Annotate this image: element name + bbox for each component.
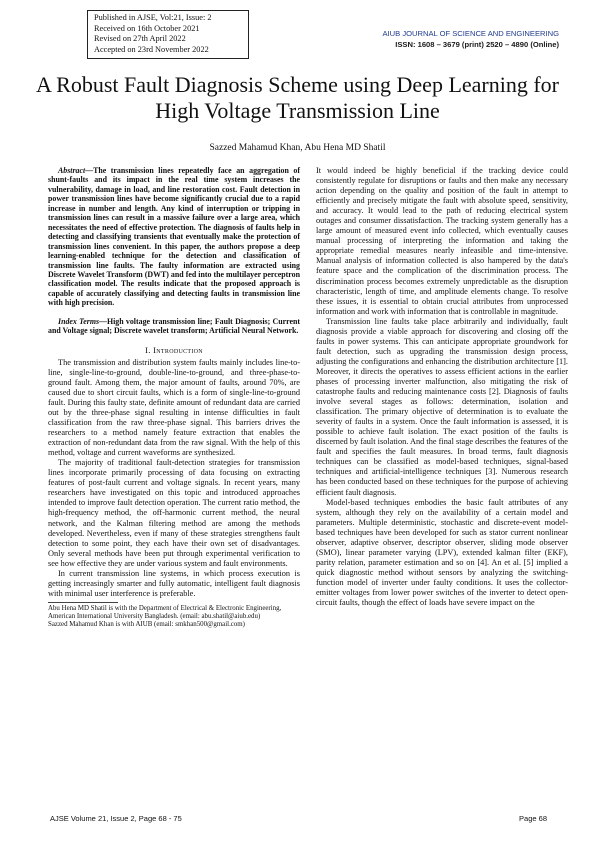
footer-page-number: Page 68 — [519, 814, 547, 823]
journal-issn: ISSN: 1608 – 3679 (print) 2520 – 4890 (Online) — [395, 39, 559, 49]
intro-paragraph-1: The transmission and distribution system faults mainly includes line-to-line, single-line-to-ground, double-line-to-ground, and three-phase-to-ground fault. Among them, the major amount of faults, around 70%, are caused due to short circuit faults, which is a form of single-line-to-ground fault. During this faulty state, definite amount of redundant data are carried out by the three-phase signal resulting in intense difficulties in fault classification from the raw three-phase signal. This barriers drives the researchers to a method namely feature extraction that enables the extraction of non-redundant data from the raw signal. With the help of this method, voltage and current waveforms are synthesized. — [48, 357, 300, 458]
footnote-2: Sazzed Mahamud Khan is with AIUB (email: smkhan500@gmail.com) — [48, 621, 245, 629]
abstract-label: Abstract — [58, 166, 86, 175]
paper-authors: Sazzed Mahamud Khan, Abu Hena MD Shatil — [209, 143, 386, 153]
footnote-divider — [48, 602, 118, 603]
section-number: I. — [145, 344, 151, 355]
journal-name: AIUB JOURNAL OF SCIENCE AND ENGINEERING — [382, 29, 559, 38]
received-line: Received on 16th October 2021 — [94, 23, 200, 33]
intro-paragraph-2: The majority of traditional fault-detection strategies for transmission lines incorporate primarily processing of data focusing on extracting features of post-fault current and voltage signals. In recent years, many researchers have investigated on this topic and introduced approaches intended to improve fault detection operation. The current ratio method, the high-frequency method, the off-harmonic current method, the neural network, and the Kalman filtering method are among the methods developed. Nevertheless, even if many of these strategies strengthens fault detection to some point, they each have their own set of disadvantages. Only several methods have been put through experimental verification to see how effective they are under various system and fault environments. — [48, 458, 300, 568]
left-column — [48, 166, 300, 630]
paper-title: A Robust Fault Diagnosis Scheme using Deep Learning for High Voltage Transmission Line — [35, 72, 560, 123]
intro-paragraph-3: In current transmission line systems, in which process execution is getting increasingly smarter and fully automatic, intelligent fault diagnosis with minimal user interference is preferable. — [48, 568, 300, 598]
abstract — [48, 166, 300, 308]
journal-header — [382, 29, 559, 50]
published-line: Published in AJSE, Vol:21, Issue: 2 — [94, 13, 212, 22]
footnote-1: Abu Hena MD Shatil is with the Department of Electrical & Electronic Engineering, American International University Bangladesh. (email: abu.shatil@aiub.edu) — [48, 604, 282, 621]
section-heading — [48, 345, 300, 355]
footer-volume-info: AJSE Volume 21, Issue 2, Page 68 - 75 — [50, 814, 182, 823]
right-column — [316, 166, 568, 608]
index-terms — [48, 317, 300, 336]
abstract-text: —The transmission lines repeatedly face an aggregation of shunt-faults and its impact in the real time system increases the vulnerability, damage in load, and line restoration cost. Fault detection in power transmission lines have become significantly crucial due to a rapid increase in number and length. Any kind of interruption or tripping in transmission lines can result in a massive failure over a large area, which necessitates the need of effective protection. The diagnosis of faults help in detecting and classifying transients that eventually make the protection of transmission lines convenient. In this paper, the authors propose a deep learning-enabled technique for the detection and classification of transmission line faults. The faulty information are extracted using Discrete Wavelet Transform (DWT) and fed into the multilayer perceptron classification model. The results indicate that the proposed approach is capable of accurately classifying and detecting faults in transmission line with high precision. — [48, 166, 300, 308]
index-terms-text: —High voltage transmission line; Fault Diagnosis; Current and Voltage signal; Discrete wavelet transform; Artificial Neural Network. — [48, 316, 300, 336]
right-paragraph-2: Transmission line faults take place arbitrarily and individually, fault diagnosis provide a viable approach for discovering and closing off the faults in power systems. This can anticipate appropriate groundwork for fault detection, such as upgrading the transmission design process, adjusting the configurations and enhancing the distribution architecture [1]. Moreover, it directs the operatives to assess efficient actions in the earlier phases of processing inverter malfunction, also mitigating the risk of catastrophe faults and reducing maintenance costs [2]. Diagnosis of faults involve several stages as follows: determination, isolation and classification. The primary objective of determination is to evaluate the severity of faults in a system. Once the fault information is assessed, it is possible to achieve fault isolation. The exact position of the faults is discerned by fault isolation. And the final stage describes the features of the fault and specifies the fault measures. In broad terms, fault diagnosis techniques can be classified as model-based techniques, signal-based techniques and artificial-intelligence techniques [3]. Numerous research has been conducted based on these techniques for the purpose of achieving efficient fault diagnosis. — [316, 316, 568, 497]
accepted-line: Accepted on 23rd November 2022 — [94, 44, 209, 54]
right-paragraph-1: It would indeed be highly beneficial if the tracking device could consistently regulate for disruptions or faults and then make any necessary action depending on the quality and position of the fault in attempt to efficiently and precisely mitigate the fault with absolute speed, sensitivity, and accuracy. It would lead to the path of reducing electrical system outages and consumer dissatisfaction. The tracking system generally has a large amount of measured event info collected, which eventually causes manual processing of interpreting the information and taking the appropriate remedial measures nearly infeasible and time-intensive. Manual analysis of information collected is also hampered by the data's feature space and the complication of the discrimination process. The discrimination process becomes extremely unpredictable as the disruption characteristic, length of time, and amplitude elements change. To resolve these issues, it is essential to obtain crucial attributes from unprocessed information and work with information that is controllable in magnitude. — [316, 166, 568, 316]
publication-info-box — [87, 10, 249, 59]
right-paragraph-3: Model-based techniques embodies the basic fault attributes of any system, although they rely on the availability of a certain model and parameters. Multiple deterministic, stochastic and discrete-event model-based techniques have been developed for such as stator current nonlinear observer, adaptive observer, descriptor observer, sliding mode observer (SMO), linear parameter varying (LPV), extended kalman filter (EKF), parity relation, parameter estimation and so on [4]. An et al. [5] implied a quick diagnostic method without sensors by analyzing the switching-function model of inverter under faulty conditions. It uses the collector-emitter voltages from lower power switches of the inverter to detect open-circuit faults, though the effect of loads have severe impact on the — [316, 497, 568, 608]
section-title: Introduction — [153, 344, 203, 355]
index-terms-label: Index Terms — [58, 316, 100, 326]
revised-line: Revised on 27th April 2022 — [94, 34, 186, 43]
